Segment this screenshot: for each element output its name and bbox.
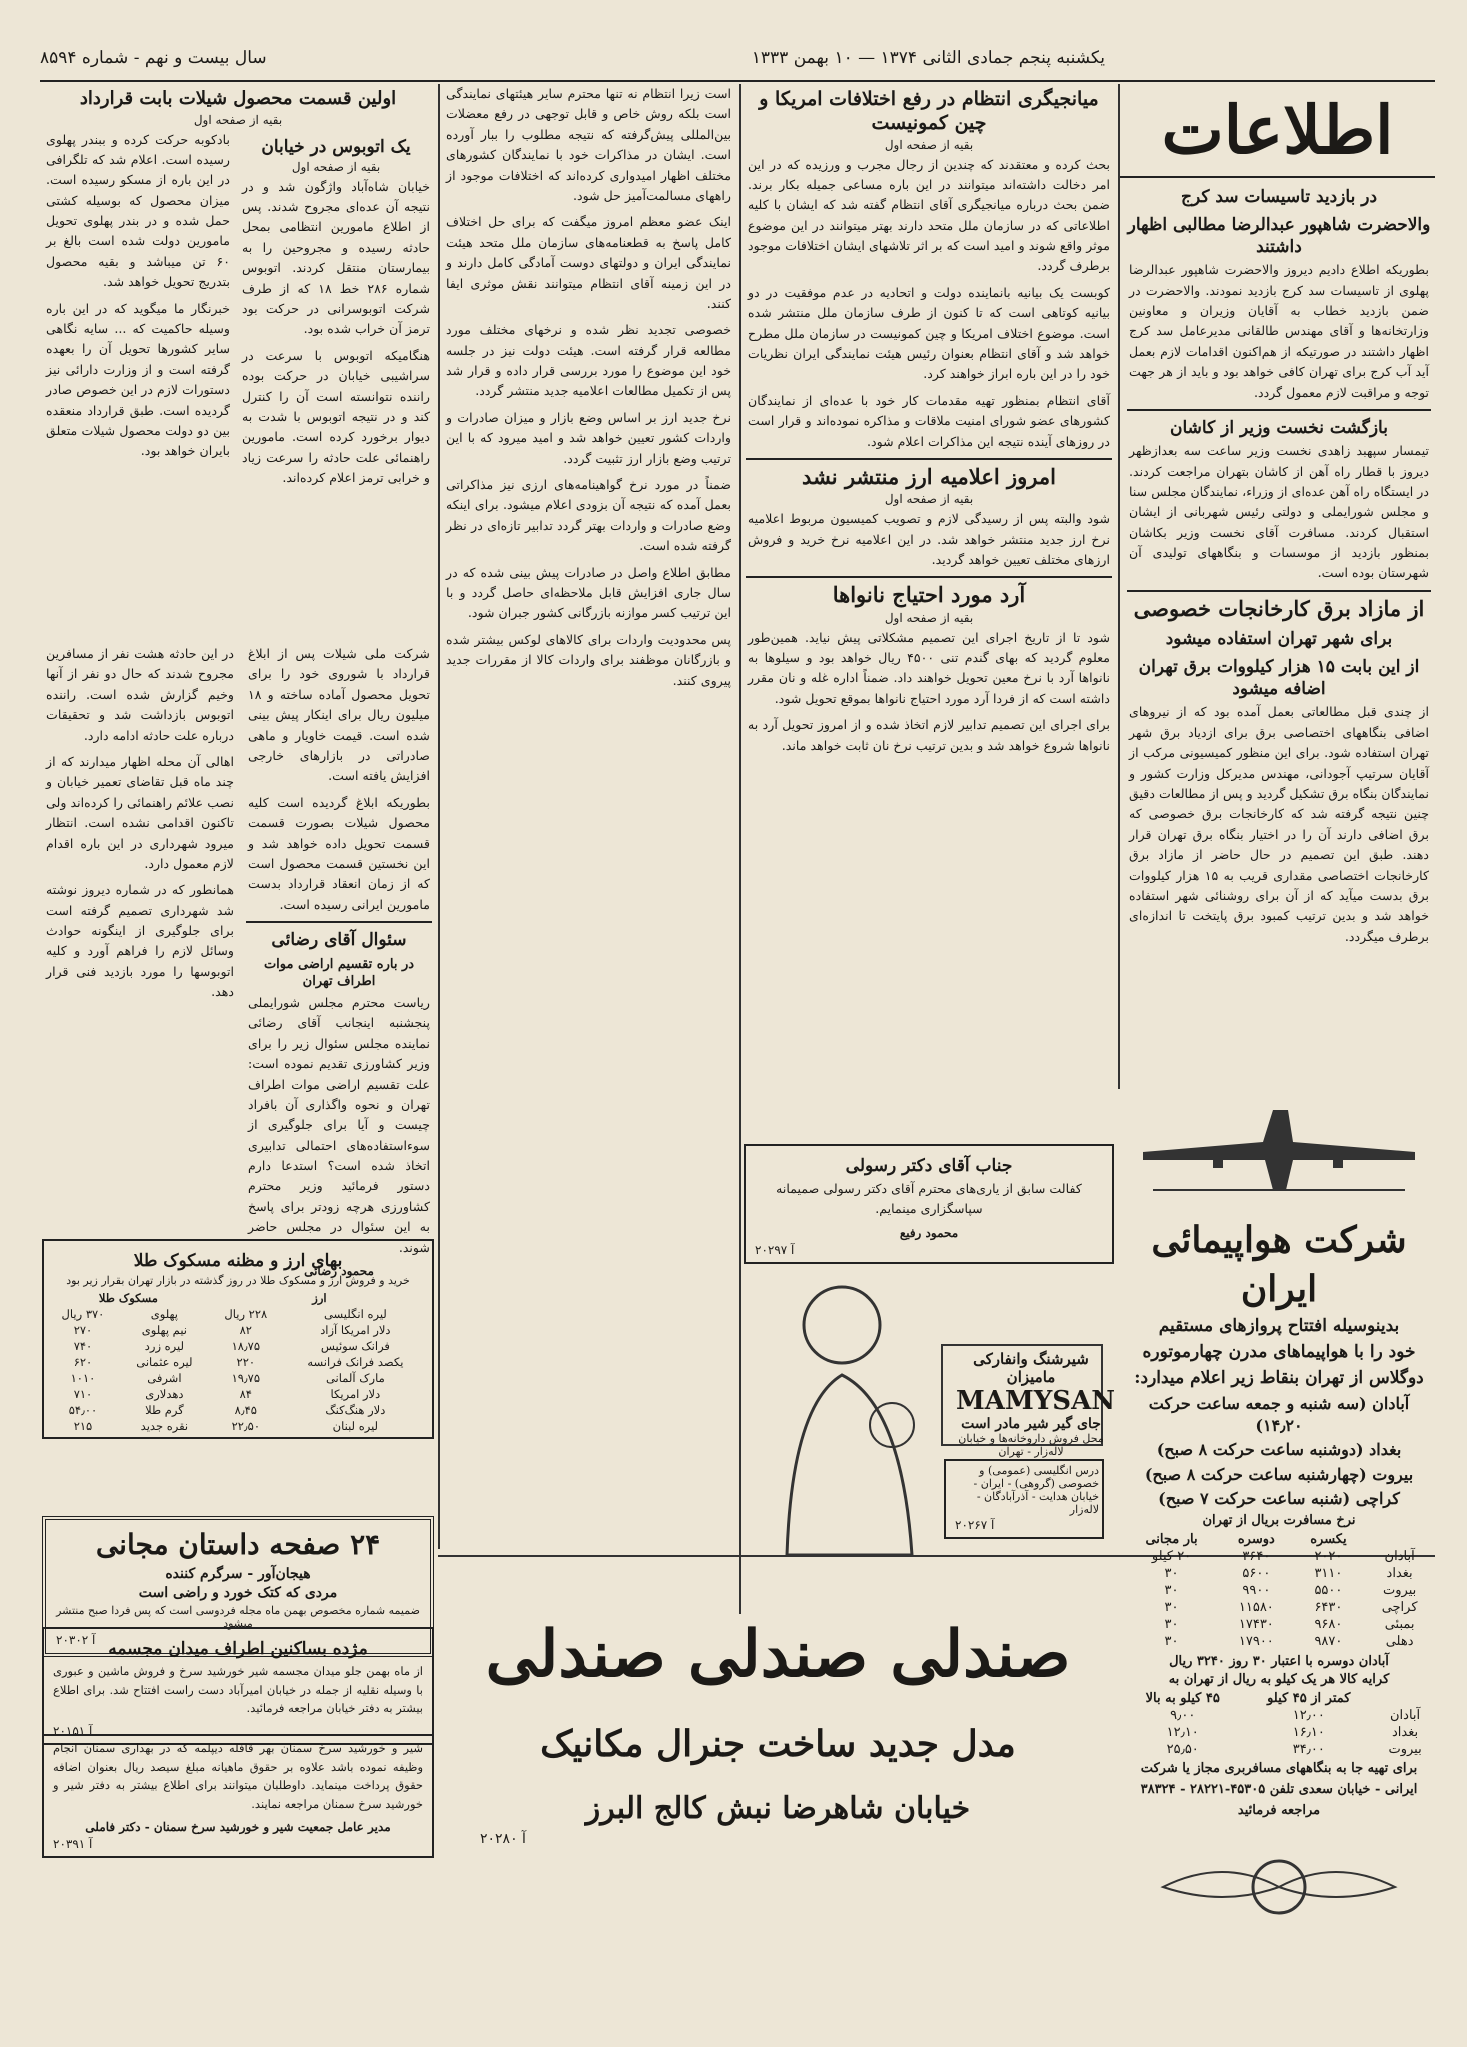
- table-cell: ۸۲: [239, 1323, 252, 1338]
- table-cell: ۱۰۱۰: [70, 1371, 96, 1386]
- issue-number: سال بیست و نهم - شماره ۸۵۹۴: [40, 48, 267, 68]
- article-pm-return: تیمسار سپهبد زاهدی نخست وزیر ساعت سه بعدازظهر دیروز با قطار راه آهن از کاشان بتهران مراجعت کردند. در ایستگاه راه آهن عده‌ای از وزراء، نمایندگان مجلس سنا و مجلس شورایملی و دولتی رئیس شهربانی از ایشان استقبال کردند. مسافرت آقای نخست وزیر بکاشان بمنظور بازدید از موسسات و بنگاههای تولیدی آن شهرستان بوده است.: [1129, 443, 1429, 581]
- subhead-dam: والاحضرت شاهپور عبدالرضا مطالبی اظهار داشتند: [1127, 215, 1431, 258]
- airplane-icon: [1123, 1090, 1435, 1210]
- gold-title: بهای ارز و مظنه مسکوک طلا: [133, 1251, 343, 1271]
- airline-line2: خود را با هواپیماهای مدرن چهارموتوره: [1142, 1341, 1416, 1362]
- col-news-3: [440, 84, 737, 1184]
- continued-note: بقیه از صفحه اول: [884, 137, 974, 152]
- table-cell: فرانک سوئیس: [320, 1339, 390, 1354]
- fare-note2: کرایه کالا هر یک کیلو به ریال از تهران به: [1168, 1671, 1390, 1687]
- table-header-cell: کمتر از ۴۵ کیلو: [1267, 1690, 1351, 1706]
- table-cell: ۳۰: [1164, 1633, 1179, 1649]
- table-row: [1123, 1616, 1435, 1633]
- headline-bus: یک اتوبوس در خیابان: [261, 136, 411, 157]
- table-header-cell: ارز: [312, 1291, 327, 1306]
- fare-note1: آبادان دوسره با اعتبار ۳۰ روز ۳۲۴۰ ریال: [1169, 1653, 1389, 1669]
- airline-line3: دوگلاس از تهران بنقاط زیر اعلام میدارد:: [1134, 1367, 1424, 1388]
- redlion-ad: [40, 1730, 436, 1860]
- thanks-notice: [742, 1140, 1116, 1257]
- article-bus-2: هنگامیکه اتوبوس با سرعت در سراشیبی خیابان در حرکت بوده راننده نتوانسته است آن را کنترل کند و در نتیجه اتوبوس با شدت به دیوار برخورد کرده است. مامورین راهنمائی علت حادثه را سرعت زیاد و خرابی ترمز اعلام کرده‌اند.: [242, 347, 430, 486]
- fare-table: [1123, 1531, 1435, 1650]
- table-cell: ۱۱۵۸۰: [1238, 1599, 1274, 1615]
- headline-flour: آرد مورد احتیاج نانواها: [832, 582, 1026, 608]
- route-baghdad: بغداد (دوشنبه ساعت حرکت ۸ صبح): [1156, 1440, 1402, 1460]
- story-sub2: مردی که کتک خورد و راضی است: [138, 1584, 338, 1601]
- article-currency: شود والبته پس از رسیدگی لازم و تصویب کمیسیون مربوط اعلامیه نرخ ارز جدید منتشر خواهد شد. در این اعلامیه نرخ خرید و فروش ارزهای مختلف تعیین خواهد گردید.: [748, 511, 1110, 567]
- chair-title: صندلی صندلی صندلی: [485, 1617, 1071, 1692]
- route-beirut: بیروت (چهارشنبه ساعت حرکت ۸ صبح): [1144, 1464, 1414, 1484]
- airline-title: شرکت هواپیمائی ایران: [1151, 1219, 1407, 1310]
- table-cell: دلار امریکا: [330, 1387, 381, 1402]
- subhead2-electricity: از این بابت ۱۵ هزار کیلووات برق تهران اضافه میشود: [1138, 657, 1420, 700]
- table-row: [1123, 1724, 1435, 1741]
- headline-question: سئوال آقای رضائی: [271, 930, 407, 951]
- continued-note-fisheries: بقیه از صفحه اول: [193, 112, 283, 127]
- article-electricity: از چندی قبل مطالعاتی بعمل آمده بود که از نیروهای اضافی بنگاههای اختصاصی برق برای ازدیاد برق شهر تهران استفاده شود. برای این منظور کمیسیونی مرکب از آقایان سرتیپ آجودانی، مهندس مدیرکل وزارت کشور و نمایندگان بنگاه برق تشکیل گردید و پس از مطالعات دقیق چنین نتیجه گرفته شد که کارخانجات برق خصوصی که برق اضافی دارند آن را در اختیار بنگاه برق تهران قرار دهند. طبق این تصمیم در حال حاضر از مازاد برق کارخانجات اختصاصی مقداری قریب به ۱۵ هزار کیلووات برق بدست میآید که از آن برای روشنائی شهر استفاده خواهد شد و بدین ترتیب کمبود برق پایتخت تا اندازه‌ای برطرف میگردد.: [1129, 704, 1429, 944]
- article-dam: بطوریکه اطلاع دادیم دیروز والاحضرت شاهپور عبدالرضا پهلوی از تاسیسات سد کرج بازدید نمودند. والاحضرت در ضمن بازدید خطاب به آقایان وزیران و معاونین وزارتخانه‌ها و آقای مهندس طالقانی مدیرعامل سد کرج اظهار داشتند در صورتیکه از هم‌اکنون اقدامات لازم بعمل آید آب کرج برای تهران کافی خواهد بود و باید از هر جهت توجه و مراقبت لازم معمول گردد.: [1129, 262, 1429, 400]
- table-cell: نیم پهلوی: [141, 1323, 187, 1338]
- mamysan-tagline: جای گیر شیر مادر است: [961, 1416, 1101, 1432]
- article-mediation-3: آقای انتظام بمنظور تهیه مقدمات کار خود با عده‌ای از نمایندگان کشورهای عضو شورای امنیت ملاقات و مذاکره نموده‌اند و قرار است در روزهای آینده نتیجه این مذاکرات اعلام شود.: [748, 392, 1110, 449]
- table-cell: دلار هنگ‌کنگ: [325, 1403, 386, 1418]
- redlion-signature: مدیر عامل جمعیت شیر و خورشید سرخ سمنان - دکتر فاملی: [85, 1819, 391, 1834]
- article-mediation-cont-1: است زیرا انتظام نه تنها محترم سایر هیئتهای نمایندگی است بلکه روش خاص و قابل توجهی در رفع معضلات بین‌المللی پیش‌گرفته که نتیجه مطلوب را ببار آورده است. ایشان در مذاکرات خود با نمایندگان کشورهای مختلف اظهار امیدواری کرده‌اند که اختلافات موجود از راههای مسالمت‌آمیز حل شود.: [446, 86, 731, 203]
- article-mediation-1: بحث کرده و معتقدند که چندین از رجال مجرب و ورزیده که در این امر دخالت داشته‌اند میتوانند در این باره مساعی جمیله بکار برند. ضمن بحث درباره میانجیگری آقای انتظام گفته شد که ایشان با کلیه اطلاعاتی که در سازمان ملل متحد دارند بهتر میتوانند در این موضوع موثر واقع شوند و امید است که بر اثر تلاشهای ایشان اختلافات موجود برطرف گردد.: [748, 156, 1110, 274]
- table-cell: ۳۷۰ ریال: [61, 1307, 105, 1322]
- chair-ad: [440, 1560, 1116, 2020]
- table-row: [47, 1338, 429, 1354]
- gold-table: [47, 1290, 429, 1434]
- chair-model: مدل جدید ساخت جنرال مکانیک: [540, 1723, 1016, 1766]
- table-cell: ۶۲۰: [73, 1355, 93, 1370]
- table-cell: ۲۵٫۵۰: [1166, 1741, 1199, 1757]
- table-header-cell: [1364, 1531, 1435, 1548]
- table-cell: ۳۶۴۰: [1242, 1548, 1271, 1564]
- airline-ad: [1123, 1090, 1435, 2030]
- table-row: [1123, 1599, 1435, 1616]
- chair-address: خیابان شاهرضا نبش کالج البرز: [585, 1790, 971, 1826]
- mamysan-ad: [742, 1255, 1116, 1555]
- table-cell: ۶۴۳۰: [1314, 1599, 1343, 1615]
- masthead-logo: اطلاعات: [1120, 84, 1435, 178]
- route-abadan: آبادان (سه شنبه و جمعه ساعت حرکت ۱۴٫۲۰): [1148, 1393, 1410, 1435]
- redlion-text: شیر و خورشید سرخ سمنان بهر قافله دیپلمه که در بهداری سمنان انجام وظیفه نموده باشد علاوه بر حقوق ماهیانه مبلغ سیصد ریال بعنوان اضافه حقوق پرداخت مینماید. داوطلبان میتوانند برای اطلاع بیشتر به دفتر شیر و خورشید سرخ سمنان مراجعه نمایند.: [53, 1741, 423, 1811]
- table-header-cell: مسکوک طلا: [98, 1291, 158, 1306]
- airline-emblem-icon: [1123, 1827, 1435, 1947]
- subhead-electricity: برای شهر تهران استفاده میشود: [1165, 629, 1393, 650]
- gold-note: خرید و فروش ارز و مسکوک طلا در روز گذشته در بازار تهران بقرار زیر بود: [66, 1274, 410, 1288]
- table-header-cell: دوسره: [1237, 1531, 1275, 1547]
- ad-code: آ ۲۰۳۰۲: [56, 1632, 96, 1647]
- article-fisheries-2: خبرنگار ما میگوید که در این باره وسیله حاکمیت که ... سایه نگاهی سایر کشورها تحویل آن را بعهده گرفته است و از وزارت دارائی نیز دستورات لازم در این خصوص صادر گردیده است. طبق قرارداد منعقده بین دو دولت محصول شیلات متعلق بایران خواهد بود.: [46, 300, 230, 459]
- table-row: [47, 1370, 429, 1386]
- table-cell: ۹۹۰۰: [1242, 1582, 1271, 1598]
- table-cell: ۸۴: [239, 1387, 252, 1402]
- table-cell: ۸٫۴۵: [234, 1403, 257, 1418]
- table-cell: گرم طلا: [145, 1403, 184, 1418]
- article-fisheries-1: بادکوبه حرکت کرده و ببندر پهلوی رسیده است. اعلام شد که تلگرافی در این باره از مسکو رسیده است. میزان محصول که بوسیله کشتی حمل شده و در بندر پهلوی تحویل مامورین دولت شده است بالغ بر ۶۰ تن میباشد و بقیه محصول بتدریج تحویل خواهد شد.: [46, 131, 230, 290]
- table-row: [47, 1418, 429, 1434]
- col-news-2: [742, 84, 1116, 1084]
- ad-code: آ ۲۰۳۹۱: [53, 1836, 93, 1851]
- table-cell: ۳۴٫۰۰: [1292, 1741, 1325, 1757]
- table-cell: ۵۵۰۰: [1314, 1582, 1343, 1598]
- table-cell: ۹۸۷۰: [1314, 1633, 1343, 1649]
- table-cell: ۱۲٫۰۰: [1292, 1707, 1325, 1723]
- table-cell: ۳۱۱۰: [1314, 1565, 1343, 1581]
- newspaper-page: [40, 40, 1435, 2030]
- fare-title: نرخ مسافرت بریال از تهران: [1202, 1512, 1356, 1528]
- ad-code: آ ۲۰۲۹۷: [755, 1242, 795, 1257]
- article-fisheries-4: بطوریکه ابلاغ گردیده است کلیه محصول شیلات بصورت قسمت قسمت تحویل داده خواهد شد و این نخستین قسمت محصول است که از زمان انعقاد قرارداد بدست مامورین ایرانی رسیده است.: [248, 794, 430, 912]
- story-title: ۲۴ صفحه داستان مجانی: [95, 1528, 381, 1561]
- article-currency-cont-5: پس محدودیت واردات برای کالاهای لوکس بیشتر شده و بازرگانان موظفند برای واردات کالا از مقررات جدید پیروی کنند.: [446, 631, 731, 688]
- table-header-cell: بار مجانی: [1145, 1531, 1198, 1547]
- col-news-5b: [40, 644, 240, 1234]
- table-header-cell: یکسره: [1310, 1531, 1347, 1547]
- col-news-5: [40, 84, 436, 644]
- english-course-ad: درس انگلیسی (عمومی) و خصوصی (گروهی) - ایران - خیابان هدایت - آذرآبادگان - لاله‌زار: [973, 1464, 1099, 1516]
- headline-dam: در بازدید تاسیسات سد کرج: [1180, 187, 1378, 207]
- table-cell: ۲۰۲۰: [1314, 1548, 1343, 1564]
- airline-line1: بدینوسیله افتتاح پروازهای مستقیم: [1158, 1316, 1400, 1337]
- table-cell: ۵۴٫۰۰: [68, 1403, 98, 1418]
- table-cell: ۲۲۸ ریال: [224, 1307, 268, 1322]
- table-cell: ۲۱۵: [73, 1419, 93, 1434]
- continued-note-currency: بقیه از صفحه اول: [884, 492, 974, 507]
- ad-code: آ ۲۰۱۵۱: [53, 1723, 93, 1738]
- table-cell: لیره انگلیسی: [323, 1307, 387, 1322]
- table-cell: ۳۰: [1164, 1616, 1179, 1632]
- table-cell: ۹٫۰۰: [1170, 1707, 1196, 1723]
- article-fisheries-3: شرکت ملی شیلات پس از ابلاغ قرارداد با شوروی خود را برای تحویل محصول آماده ساخته و ۱۸ میلیون ریال برای اینکار پیش بینی شده است. قیمت خاویار و ماهی صادراتی در بازارهای خارجی افزایش یافته است.: [248, 646, 430, 784]
- story-text: ضمیمه شماره مخصوص بهمن ماه مجله فردوسی است که پس فردا صبح منتشر میشود: [56, 1603, 420, 1630]
- route-karachi: کراچی (شنبه ساعت حرکت ۷ صبح): [1158, 1489, 1400, 1509]
- table-cell: لیره عثمانی: [136, 1355, 193, 1370]
- article-currency-cont-2: نرخ جدید ارز بر اساس وضع بازار و میزان صادرات و واردات کشور تعیین خواهد شد و امید میرود که با این ترتیب وضع بازار ارز تثبیت گردد.: [446, 409, 731, 466]
- table-cell: بغداد: [1386, 1565, 1413, 1581]
- table-cell: یکصد فرانک فرانسه: [307, 1355, 404, 1370]
- issue-date: یکشنبه پنجم جمادی الثانی ۱۳۷۴ — ۱۰ بهمن ۱۳۳۳: [751, 48, 1105, 68]
- table-cell: دهلی: [1385, 1633, 1414, 1649]
- article-bus-4: اهالی آن محله اظهار میدارند که از چند ماه قبل تقاضای تعمیر خیابان و نصب علائم راهنمائی را کرده‌اند ولی تاکنون اقدامی نشده است. انتظار میرود شهرداری در این باره اقدام لازم معمول دارد.: [46, 753, 234, 871]
- table-cell: دلار امریکا آزاد: [320, 1323, 391, 1338]
- table-cell: ۱۲٫۱۰: [1166, 1724, 1199, 1740]
- cargo-table: [1123, 1690, 1435, 1758]
- table-cell: ۵۶۰۰: [1242, 1565, 1271, 1581]
- table-row: [1123, 1741, 1435, 1758]
- mamysan-logo: MAMYSAN: [956, 1386, 1116, 1416]
- table-cell: ۷۴۰: [73, 1339, 93, 1354]
- article-question: ریاست محترم مجلس شورایملی پنجشنبه اینجانب آقای رضائی نماینده مجلس سئوال زیر را برای وزیر کشاورزی تقدیم نموده است: علت تقسیم اراضی موات اطراف تهران و نحوه واگذاری آن بافراد چیست و آیا برای جلوگیری از سوءاستفاده‌های احتمالی تدابیری اتخاذ شده است؟ استدعا دارم دستور فرمائید وزیر محترم کشاورزی هرچه زودتر برای پاسخ به این سئوال در مجلس حاضر شوند.: [248, 994, 430, 1255]
- mamysan-shop: محل فروش داروخانه‌ها و خیابان لاله‌زار - تهران: [958, 1432, 1104, 1458]
- table-cell: ۲۰ کیلو: [1151, 1548, 1192, 1564]
- ad-code: آ ۲۰۲۸۰: [480, 1831, 526, 1848]
- table-cell: ۷۱۰: [73, 1387, 93, 1402]
- article-mediation-cont-2: اینک عضو معظم امروز میگفت که برای حل اختلاف کامل پاسخ به قطعنامه‌های سازمان ملل متحد هیئت نمایندگی ایران و دولتهای دوست آمادگی کامل دارند و در این زمینه آقای انتظام میتوانند نقش موثری ایفا کنند.: [446, 214, 731, 311]
- table-row: [1123, 1565, 1435, 1582]
- table-cell: ۲۲۰: [236, 1355, 256, 1370]
- table-cell: اشرفی: [147, 1371, 182, 1386]
- table-cell: بمبئی: [1384, 1616, 1415, 1632]
- table-header-cell: [1375, 1690, 1435, 1707]
- table-cell: آبادان: [1384, 1548, 1415, 1564]
- table-cell: آبادان: [1390, 1707, 1421, 1723]
- table-cell: بغداد: [1392, 1724, 1419, 1740]
- headline-currency: امروز اعلامیه ارز منتشر نشد: [802, 463, 1056, 489]
- mamysan-brand: شیرشنگ وانفارکی مامیزان: [973, 1350, 1089, 1386]
- article-bus-3: در این حادثه هشت نفر از مسافرین مجروح شدند که حال دو نفر از آنها وخیم گزارش شده است. راننده اتوبوس بازداشت شد و تحقیقات درباره علت حادثه ادامه دارد.: [46, 646, 234, 743]
- article-bus-1: خیابان شاه‌آباد واژگون شد و در نتیجه آن عده‌ای مجروح شدند. پس از اطلاع مامورین انتظامی بمحل حادثه رسیده و مجروحین را به بیمارستان منتقل کردند. اتوبوس شماره ۲۸۶ خط ۱۸ که از طرف شرکت اتوبوسرانی در حرکت بود ترمز آن خراب شده بود.: [242, 178, 431, 337]
- story-ad: [40, 1510, 436, 1647]
- table-cell: دهدلاری: [145, 1387, 184, 1402]
- table-row: [47, 1306, 429, 1322]
- table-cell: مارک آلمانی: [325, 1371, 385, 1386]
- thanks-text: کفالت سابق از یاری‌های محترم آقای دکتر رسولی صمیمانه سپاسگزاری مینمایم.: [776, 1181, 1082, 1217]
- col-news-4b: [242, 644, 436, 1279]
- table-cell: ۳۰: [1164, 1582, 1179, 1598]
- table-cell: ۹۶۸۰: [1314, 1616, 1343, 1632]
- headline-electricity: از مازاد برق کارخانجات خصوصی: [1133, 595, 1425, 621]
- table-row: [1123, 1707, 1435, 1724]
- table-cell: بیروت: [1383, 1582, 1417, 1598]
- table-cell: پهلوی: [150, 1307, 179, 1322]
- headline-mediation: میانجیگری انتظام در رفع اختلافات امریکا و چین کمونیست: [759, 88, 1099, 134]
- table-cell: نقره جدید: [140, 1419, 189, 1434]
- table-row: [47, 1354, 429, 1370]
- table-row: [47, 1322, 429, 1338]
- table-row: [47, 1386, 429, 1402]
- article-currency-cont-4: مطابق اطلاع واصل در صادرات پیش بینی شده که در سال جاری افزایش قابل ملاحظه‌ای حاصل گردد و با این ترتیب کسر موازنه بازرگانی کشور جبران شود.: [446, 564, 731, 621]
- article-currency-cont-3: ضمناً در مورد نرخ گواهینامه‌های ارزی نیز مذاکراتی بعمل آمده که نتیجه آن بزودی اعلام میشود. برای اینکه وضع صادرات و واردات بهتر گردد تدابیر تازه‌ای در نظر گرفته شده است.: [446, 477, 731, 554]
- table-cell: ۲۷۰: [73, 1323, 93, 1338]
- article-mediation-2: کوبست یک بیانیه بانماینده دولت و اتحادیه در عدم موفقیت در دو بیانیه کوتاهی است که تا کنون از طرف سازمان ملل منتشر شده است. موضوع اختلاف امریکا و چین کمونیست در سازمان ملل مطرح خواهد شد و آقای انتظام بعنوان رئیس هیئت نمایندگی ایران نظریات خود را در این باره ابراز خواهند کرد.: [748, 284, 1110, 382]
- table-cell: ۱۷۴۳۰: [1238, 1616, 1274, 1632]
- table-cell: لیره لبنان: [332, 1419, 379, 1434]
- headline-fisheries: اولین قسمت محصول شیلات بابت قرارداد: [79, 88, 397, 109]
- airline-contact: برای تهیه جا به بنگاههای مسافربری مجاز یا شرکت ایرانی - خیابان سعدی تلفن ۴۵۳۰۵-۲۸۲۲۱ - ۳۸۳۲۴ مراجعه فرمائید: [1140, 1760, 1418, 1818]
- table-row: [1123, 1582, 1435, 1599]
- headline-pm-return: بازگشت نخست وزیر از کاشان: [1170, 418, 1388, 439]
- table-cell: بیروت: [1388, 1741, 1422, 1757]
- table-cell: ۱۶٫۱۰: [1292, 1724, 1325, 1740]
- subhead-question: در باره تقسیم اراضی موات اطراف تهران: [263, 957, 415, 990]
- gold-prices: [40, 1235, 436, 1434]
- table-cell: ۳۰: [1164, 1565, 1179, 1581]
- table-header-cell: ۴۵ کیلو به بالا: [1145, 1690, 1220, 1706]
- table-row: [1123, 1633, 1435, 1650]
- continued-note-flour: بقیه از صفحه اول: [884, 610, 974, 625]
- table-cell: ۱۹٫۷۵: [231, 1371, 261, 1386]
- land-ad: [40, 1623, 436, 1738]
- question-signature: محمود رضائی: [304, 1264, 374, 1279]
- table-cell: لیره زرد: [144, 1339, 184, 1354]
- article-currency-cont-1: خصوصی تجدید نظر شده و نرخهای مختلف مورد مطالعه قرار گرفته است. هیئت دولت نیز در جلسه خود این موضوع را مورد بررسی قرار داده و قرار شد پس از تکمیل مطالعات اعلامیه جدید منتشر گردد.: [446, 322, 731, 399]
- table-row: [47, 1402, 429, 1418]
- continued-note-bus: بقیه از صفحه اول: [291, 159, 381, 174]
- table-cell: ۲۲٫۵۰: [231, 1419, 261, 1434]
- table-cell: ۱۸٫۷۵: [231, 1339, 261, 1354]
- ad-code: آ ۲۰۲۶۷: [955, 1518, 995, 1532]
- land-text: از ماه بهمن جلو میدان مجسمه شیر خورشید سرخ و فروش ماشین و عبوری با وسیله نقلیه از جمله در خیابان امیرآباد دست راست افتتاح شد. برای اطلاع بیشتر به دفتر خیابان مراجعه فرمائید.: [53, 1664, 423, 1716]
- thanks-signature: محمود رفیع: [899, 1225, 959, 1240]
- table-cell: کراچی: [1381, 1599, 1418, 1615]
- land-title: مژده بساکنین اطراف میدان مجسمه: [108, 1639, 368, 1659]
- table-cell: ۱۷۹۰۰: [1238, 1633, 1274, 1649]
- article-bus-5: همانطور که در شماره دیروز نوشته شد شهرداری تصمیم گرفته است برای جلوگیری از اینگونه حوادث وسائل لازم را فراهم آورد و کلیه اتوبوسها را مورد بازدید فنی قرار دهد.: [46, 882, 234, 1000]
- thanks-title: جناب آقای دکتر رسولی: [845, 1156, 1013, 1176]
- table-row: [1123, 1548, 1435, 1565]
- story-sub: هیجان‌آور - سرگرم کننده: [165, 1565, 311, 1582]
- article-flour-1: شود تا از تاریخ اجرای این تصمیم مشکلاتی پیش نیاید. همین‌طور معلوم گردید که بهای گندم تنی ۴۵۰۰ ریال خواهد بود و سیلوها به نانواها آرد با نرخ معین تحویل خواهند داد. ضمناً اداره غله و نان مقرر داشته است که از فردا آرد مورد احتیاج نانواها بموقع تحویل شود.: [748, 629, 1110, 706]
- col-news-1: [1123, 180, 1435, 1080]
- header-bar: [40, 40, 1435, 82]
- table-cell: ۳۰: [1164, 1599, 1179, 1615]
- article-flour-2: برای اجرای این تصمیم تدابیر لازم اتخاذ شده و از امروز تحویل آرد به نانواها شروع خواهد شد و بدین ترتیب نرخ نان ثابت خواهد ماند.: [748, 717, 1110, 753]
